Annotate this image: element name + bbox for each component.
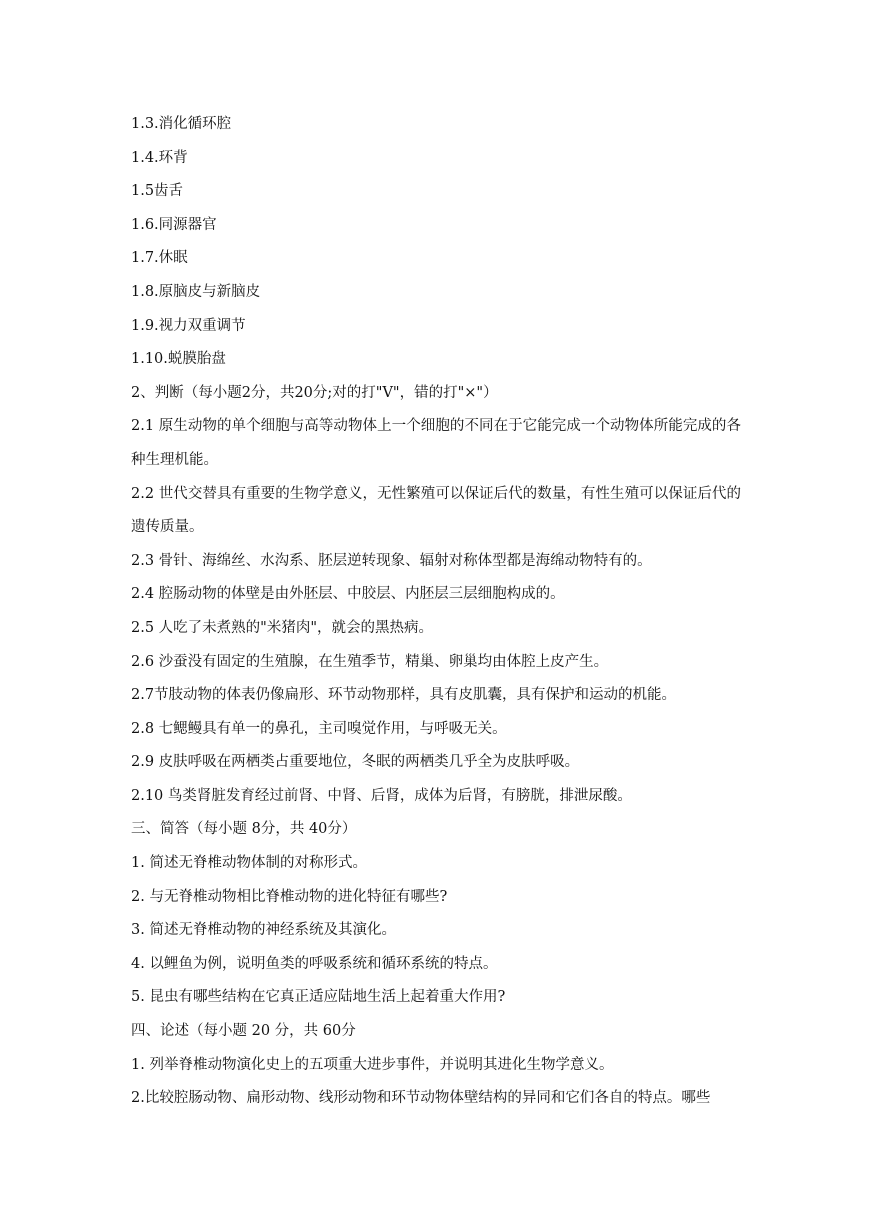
short-answer-item: 5. 昆虫有哪些结构在它真正适应陆地生活上起着重大作用? xyxy=(131,989,506,1006)
judgment-item: 2.6 沙蚕没有固定的生殖腺，在生殖季节，精巢、卵巢均由体腔上皮产生。 xyxy=(131,653,609,670)
definition-item: 1.9.视力双重调节 xyxy=(131,317,246,334)
short-answer-item: 2. 与无脊椎动物相比脊椎动物的进化特征有哪些? xyxy=(131,888,448,905)
definition-item: 1.5齿舌 xyxy=(131,183,184,200)
judgment-item: 2.9 皮肤呼吸在两栖类占重要地位，冬眠的两栖类几乎全为皮肤呼吸。 xyxy=(131,754,580,771)
judgment-item: 2.1 原生动物的单个细胞与高等动物体上一个细胞的不同在于它能完成一个动物体所能完成的各种生理机能。 xyxy=(131,418,741,468)
judgment-item: 2.10 鸟类肾脏发育经过前肾、中肾、后肾，成体为后肾，有膀胱，排泄尿酸。 xyxy=(131,787,632,804)
essay-heading: 四、论述（每小题 20 分，共 60分 xyxy=(131,1023,356,1040)
definition-item: 1.6.同源器官 xyxy=(131,216,217,233)
judgment-item: 2.7节肢动物的体表仍像扁形、环节动物那样，具有皮肌囊，具有保护和运动的机能。 xyxy=(131,687,677,704)
essay-item: 2.比较腔肠动物、扁形动物、线形动物和环节动物体壁结构的异同和它们各自的特点。哪些 xyxy=(131,1090,711,1107)
short-answer-heading: 三、简答（每小题 8分，共 40分） xyxy=(131,821,357,838)
judgment-item: 2.2 世代交替具有重要的生物学意义，无性繁殖可以保证后代的数量，有性生殖可以保证后代的遗传质量。 xyxy=(131,485,741,536)
judgment-item: 2.8 七鳃鳗具有单一的鼻孔，主司嗅觉作用，与呼吸无关。 xyxy=(131,720,507,737)
definition-item: 1.4.环背 xyxy=(131,149,188,166)
judgment-item: 2.4 腔肠动物的体壁是由外胚层、中胶层、内胚层三层细胞构成的。 xyxy=(131,586,565,603)
short-answer-item: 3. 简述无脊椎动物的神经系统及其演化。 xyxy=(131,922,396,939)
definition-item: 1.10.蜕膜胎盘 xyxy=(131,351,226,368)
exam-content xyxy=(131,108,741,1116)
definition-item: 1.3.消化循环腔 xyxy=(131,116,232,132)
short-answer-item: 1. 简述无脊椎动物体制的对称形式。 xyxy=(131,855,367,872)
judgment-item: 2.3 骨针、海绵丝、水沟系、胚层逆转现象、辐射对称体型都是海绵动物特有的。 xyxy=(131,552,652,569)
judgment-item: 2.5 人吃了未煮熟的"米猪肉"，就会的黑热病。 xyxy=(131,619,434,636)
short-answer-item: 4. 以鲤鱼为例，说明鱼类的呼吸系统和循环系统的特点。 xyxy=(131,955,498,972)
definition-item: 1.8.原脑皮与新脑皮 xyxy=(131,283,261,300)
judgment-heading: 2、判断（每小题2分，共20分;对的打"V"，错的打"×"） xyxy=(131,384,498,401)
essay-item: 1. 列举脊椎动物演化史上的五项重大进步事件，并说明其进化生物学意义。 xyxy=(131,1056,614,1073)
definition-item: 1.7.休眠 xyxy=(131,250,188,267)
